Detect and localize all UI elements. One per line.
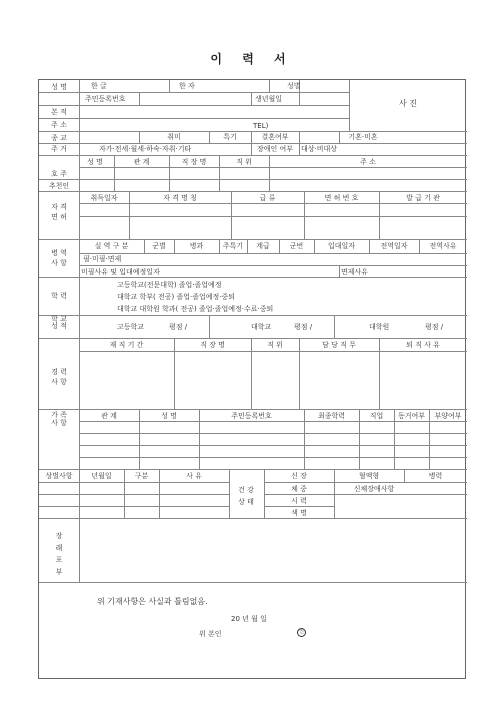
health-disease: 병력 [428, 472, 443, 480]
label-family: 가 족 사 항 [51, 411, 67, 427]
col-divider [209, 315, 210, 338]
military-unserved-reason: 미필사유 및 입대예정일자 [81, 268, 160, 276]
education-graduate: 대학교 대학원 학과( 전공) 졸업·졸업예정·수료·중퇴 [117, 305, 274, 313]
row-divider [39, 494, 229, 495]
col-divider [299, 131, 300, 143]
col-divider [229, 469, 230, 518]
col-divider [339, 265, 340, 277]
col-divider [251, 92, 252, 105]
gender-label: 성별 [287, 82, 301, 90]
military-rank-header: 계급 [256, 242, 270, 250]
label-aspiration: 장 래 포 부 [55, 532, 63, 576]
row-divider [39, 506, 229, 507]
row-divider [39, 582, 467, 583]
label-column-divider [79, 80, 80, 582]
name-hanja: 한 자 [179, 82, 195, 90]
family-relation-header: 관 계 [101, 412, 117, 420]
health-vision: 시 력 [291, 497, 307, 505]
label-awards: 상벌사항 [45, 472, 73, 480]
signer-label: 위 본인 [199, 630, 222, 638]
label-address: 주 소 [51, 121, 67, 129]
career-company-header: 직 장 명 [200, 341, 225, 349]
resume-form [38, 79, 466, 679]
col-divider [334, 315, 335, 338]
license-grade-header: 급 류 [259, 194, 276, 202]
hobby-label: 취미 [167, 133, 181, 141]
label-education: 학 력 [51, 292, 67, 300]
label-career: 경 력 사 항 [51, 368, 67, 386]
row-divider [79, 253, 467, 254]
grades-high: 고등학교 [117, 323, 145, 331]
row-divider [39, 155, 467, 156]
residence-types: 자가·전세·월세·하숙·자취·기타 [99, 145, 192, 153]
row-divider [39, 277, 467, 278]
row-divider [39, 518, 467, 519]
seal-mark [297, 628, 306, 637]
row-divider [79, 265, 467, 266]
name-hangul: 한 글 [91, 82, 107, 90]
military-type-header: 실 역 구 분 [94, 242, 129, 250]
awards-date-header: 년월일 [91, 472, 112, 480]
label-residence: 주 거 [51, 145, 67, 153]
row-divider [79, 445, 467, 446]
col-divider [139, 92, 140, 105]
career-position-header: 직 위 [267, 341, 283, 349]
statement: 위 기재사항은 사실과 틀림없음. [97, 597, 208, 606]
grades-high-avg: 평점 / [169, 323, 188, 331]
military-branch-header: 군별 [152, 242, 166, 250]
awards-kind-header: 구분 [134, 472, 149, 480]
label-military: 병 역 사 항 [51, 249, 67, 267]
row-divider [39, 179, 467, 180]
photo-area: 사 진 [399, 99, 417, 108]
row-divider [39, 482, 229, 483]
family-name-header: 성 명 [161, 412, 177, 420]
row-divider [39, 191, 467, 192]
grades-college: 대학교 [251, 323, 272, 331]
statement-date: 20 년 월 일 [231, 615, 267, 623]
military-number-header: 군번 [289, 242, 304, 250]
row-divider [79, 167, 467, 168]
career-reason-header: 퇴 직 사 유 [406, 341, 440, 349]
military-entry-header: 입대일자 [327, 242, 356, 250]
col-divider [299, 143, 300, 155]
family-living-header: 동거여부 [397, 412, 426, 420]
row-divider [264, 506, 334, 507]
row-divider [39, 469, 467, 470]
label-health: 건 강 상 태 [238, 486, 254, 506]
awards-reason-header: 사 유 [186, 472, 202, 480]
row-divider [79, 421, 467, 422]
health-blood: 혈액형 [358, 472, 380, 480]
resident-no-label: 주민등록번호 [85, 95, 126, 103]
tel-label: TEL) [253, 122, 269, 130]
career-duty-header: 담 당 직 무 [322, 341, 356, 349]
health-height: 신 장 [291, 472, 307, 480]
license-title-header: 자 격 명 칭 [163, 194, 197, 202]
row-divider [79, 203, 467, 204]
health-disability: 신체장애사항 [353, 485, 395, 493]
military-specialty-header: 주특기 [222, 242, 244, 250]
birth-label: 생년월일 [255, 95, 283, 103]
grades-graduate-avg: 평점 / [425, 323, 444, 331]
row-divider [79, 351, 467, 352]
military-reason-header: 전역사유 [429, 242, 457, 250]
head-relation-header: 관 계 [133, 158, 150, 166]
skill-label: 특기 [223, 133, 237, 141]
row-divider [39, 315, 467, 316]
military-arm-header: 병과 [189, 242, 204, 250]
military-exemption: 면제사유 [341, 268, 369, 276]
family-education-header: 최종학력 [317, 412, 346, 420]
row-divider [39, 92, 349, 93]
row-divider [79, 457, 467, 458]
row-divider [79, 433, 467, 434]
row-divider [39, 118, 349, 119]
head-name-header: 성 명 [87, 158, 103, 166]
row-divider [39, 409, 467, 410]
head-position-header: 직 위 [236, 158, 252, 166]
label-hometown: 본 적 [51, 108, 67, 116]
row-divider [264, 482, 467, 483]
health-colorblind: 색 명 [291, 509, 307, 517]
label-license: 자 격 면 허 [51, 203, 67, 221]
career-period-header: 재 직 기 간 [109, 341, 144, 349]
grades-college-avg: 평점 / [294, 323, 313, 331]
label-grades: 학 교 성 적 [51, 315, 67, 330]
head-address-header: 주 소 [360, 158, 376, 166]
disabled-label: 장애인 여부 [256, 145, 294, 153]
military-status: 필·미필·면제 [83, 255, 122, 263]
label-family-head: 호 주 [51, 170, 67, 178]
label-recommender: 추천인 [48, 182, 70, 190]
military-discharge-header: 전역일자 [380, 242, 408, 250]
row-divider [39, 105, 349, 106]
col-divider [269, 80, 270, 92]
education-high: 고등학교(전문대학) 졸업·졸업예정 [117, 281, 222, 289]
family-support-header: 부양여부 [434, 412, 462, 420]
marital-value: 기혼·미혼 [348, 133, 378, 141]
family-job-header: 직업 [369, 412, 384, 420]
grades-graduate: 대학원 [369, 323, 390, 331]
row-divider [79, 216, 467, 217]
row-divider [39, 143, 467, 144]
page-title: 이 력 서 [210, 52, 294, 66]
col-divider [169, 80, 170, 92]
health-weight: 체 중 [291, 485, 307, 493]
family-resident-no-header: 주민등록번호 [231, 412, 272, 420]
row-divider [39, 239, 467, 240]
label-religion: 종 교 [51, 134, 67, 142]
disabled-value: 대상·비대상 [301, 145, 338, 153]
row-divider [264, 494, 467, 495]
license-number-header: 면 허 번 호 [324, 194, 359, 202]
row-divider [39, 131, 467, 132]
education-college: 대학교 학부( 전공) 졸업·졸업예정·중퇴 [117, 293, 236, 301]
head-workplace-header: 직 장 명 [181, 158, 207, 166]
seal-icon: 인 [297, 628, 306, 637]
col-divider [299, 92, 300, 105]
marital-label: 결혼여부 [261, 133, 289, 141]
row-divider [39, 338, 467, 339]
license-issuer-header: 발 급 기 관 [406, 194, 440, 202]
license-date-header: 취득일자 [90, 194, 118, 202]
label-name: 성 명 [51, 83, 67, 91]
